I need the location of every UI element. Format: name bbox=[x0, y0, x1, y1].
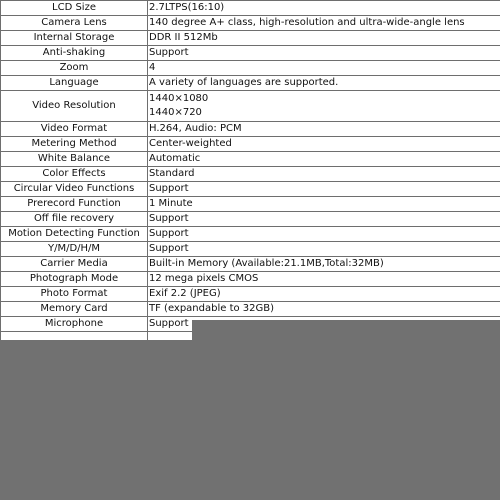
spec-value: 2.7LTPS(16:10) bbox=[148, 1, 500, 16]
grey-cover-block bbox=[192, 320, 500, 340]
spec-value: Exif 2.2 (JPEG) bbox=[148, 287, 500, 302]
table-row bbox=[1, 61, 500, 76]
table-row bbox=[1, 1, 500, 16]
spec-value: Built-in Memory (Available:21.1MB,Total:32MB) bbox=[148, 257, 500, 272]
table-row bbox=[1, 31, 500, 46]
spec-value: 12 mega pixels CMOS bbox=[148, 272, 500, 287]
spec-value: 1 Minute bbox=[148, 197, 500, 212]
spec-label: Off file recovery bbox=[1, 212, 148, 227]
spec-value bbox=[148, 91, 500, 122]
spec-label: Video Format bbox=[1, 122, 148, 137]
spec-value: Support bbox=[148, 242, 500, 257]
spec-label: Metering Method bbox=[1, 137, 148, 152]
spec-label: Camera Lens bbox=[1, 16, 148, 31]
spec-label: Circular Video Functions bbox=[1, 182, 148, 197]
table-row bbox=[1, 302, 500, 317]
table-row bbox=[1, 197, 500, 212]
spec-value: A variety of languages are supported. bbox=[148, 76, 500, 91]
table-row bbox=[1, 272, 500, 287]
resolution-option: 1440×720 bbox=[149, 107, 202, 118]
spec-label: Photograph Mode bbox=[1, 272, 148, 287]
spec-value: TF (expandable to 32GB) bbox=[148, 302, 500, 317]
resolution-option: 1440×1080 bbox=[149, 93, 209, 104]
table-row bbox=[1, 257, 500, 272]
spec-label: Language bbox=[1, 76, 148, 91]
table-row bbox=[1, 152, 500, 167]
spec-value: DDR II 512Mb bbox=[148, 31, 500, 46]
spec-value: Support bbox=[148, 212, 500, 227]
table-row bbox=[1, 46, 500, 61]
table-row bbox=[1, 137, 500, 152]
spec-value: 4 bbox=[148, 61, 500, 76]
spec-value: H.264, Audio: PCM bbox=[148, 122, 500, 137]
spec-value: Standard bbox=[148, 167, 500, 182]
spec-value: Center-weighted bbox=[148, 137, 500, 152]
spec-label: Color Effects bbox=[1, 167, 148, 182]
spec-label: Anti-shaking bbox=[1, 46, 148, 61]
spec-value: Support bbox=[148, 317, 500, 332]
spec-label: Internal Storage bbox=[1, 31, 148, 46]
spec-label: Zoom bbox=[1, 61, 148, 76]
spec-label: White Balance bbox=[1, 152, 148, 167]
table-row bbox=[1, 242, 500, 257]
table-row bbox=[1, 227, 500, 242]
spec-value: Automatic bbox=[148, 152, 500, 167]
table-row bbox=[1, 182, 500, 197]
spec-label: Prerecord Function bbox=[1, 197, 148, 212]
spec-value: Support bbox=[148, 227, 500, 242]
spec-value: 140 degree A+ class, high-resolution and ultra-wide-angle lens bbox=[148, 16, 500, 31]
spec-label: Photo Format bbox=[1, 287, 148, 302]
spec-label: Video Resolution bbox=[1, 91, 148, 122]
spec-label: Memory Card bbox=[1, 302, 148, 317]
table-row bbox=[1, 91, 500, 122]
table-row bbox=[1, 167, 500, 182]
spec-label: LCD Size bbox=[1, 1, 148, 16]
spec-value: Support bbox=[148, 182, 500, 197]
table-row bbox=[1, 212, 500, 227]
spec-value: Support bbox=[148, 46, 500, 61]
spec-label: Carrier Media bbox=[1, 257, 148, 272]
table-row bbox=[1, 287, 500, 302]
spec-label: Microphone bbox=[1, 317, 148, 332]
spec-label: Motion Detecting Function bbox=[1, 227, 148, 242]
spec-label: Y/M/D/H/M bbox=[1, 242, 148, 257]
table-row bbox=[1, 16, 500, 31]
table-row bbox=[1, 122, 500, 137]
table-row bbox=[1, 76, 500, 91]
spec-label bbox=[1, 332, 148, 341]
